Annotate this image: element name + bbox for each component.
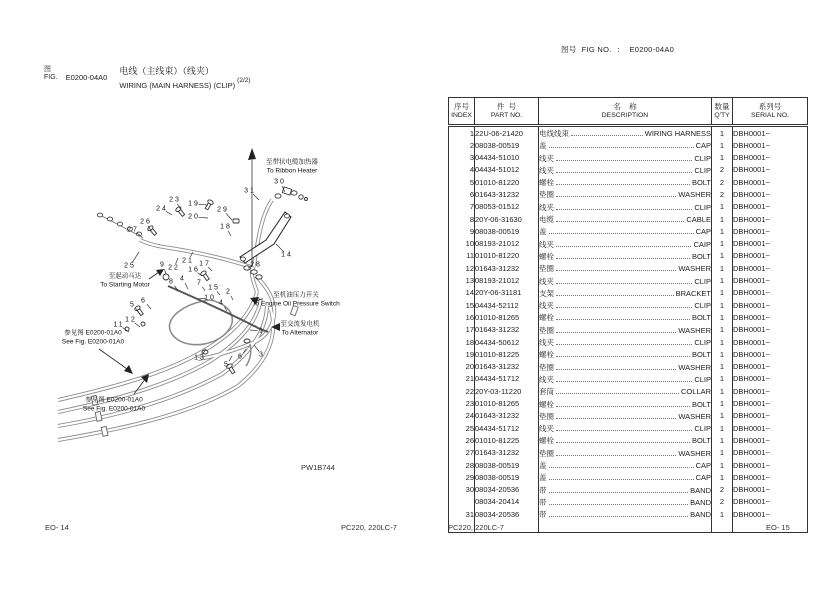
cell-qty: 1 bbox=[712, 287, 733, 299]
fig-label-zh: 图 bbox=[44, 66, 51, 73]
part-callout-number: 29 bbox=[217, 206, 229, 214]
figure-title-zh: 电线（主线束）（线夹） bbox=[119, 66, 214, 76]
table-row bbox=[449, 139, 808, 151]
cell-description: 套筒 COLLAR bbox=[539, 387, 711, 397]
col-part-no: 件 号 PART NO. bbox=[475, 98, 539, 126]
cell-description: 螺栓 BOLT bbox=[539, 251, 711, 261]
part-callout-number: 27 bbox=[127, 226, 139, 234]
table-row bbox=[449, 311, 808, 323]
part-callout-number: 4 bbox=[180, 275, 186, 283]
fig-no-colon: ： bbox=[616, 45, 625, 54]
cell-index: 20 bbox=[449, 361, 475, 373]
cell-index: 15 bbox=[449, 299, 475, 311]
cell-serial-no: DBH0001~ bbox=[733, 385, 808, 397]
cell-serial-no: DBH0001~ bbox=[733, 225, 808, 237]
cell-serial-no: DBH0001~ bbox=[733, 459, 808, 471]
table-row bbox=[449, 225, 808, 237]
cell-description: 线夹 CAIP bbox=[539, 239, 711, 249]
cell-qty: 1 bbox=[712, 299, 733, 311]
cell-part-no: 01643-31232 bbox=[475, 410, 539, 422]
cell-serial-no: DBH0001~ bbox=[733, 508, 808, 520]
table-row bbox=[449, 422, 808, 434]
cell-index: 9 bbox=[449, 225, 475, 237]
cell-index: 23 bbox=[449, 398, 475, 410]
cell-serial-no: DBH0001~ bbox=[733, 410, 808, 422]
cell-index: 27 bbox=[449, 447, 475, 459]
cell-part-no: 01643-31232 bbox=[475, 188, 539, 200]
part-callout-number: 4 bbox=[219, 299, 225, 307]
cell-serial-no: DBH0001~ bbox=[733, 336, 808, 348]
part-callout-number: 1 bbox=[259, 327, 265, 335]
diagram-destination-label: 参见图 E0200-01A0 See Fig. E0200-01A0 bbox=[82, 396, 146, 412]
table-row bbox=[449, 287, 808, 299]
cell-part-no: 08038-00519 bbox=[475, 225, 539, 237]
part-callout-number: 7 bbox=[197, 279, 203, 287]
cell-index: 7 bbox=[449, 201, 475, 213]
cell-serial-no: DBH0001~ bbox=[733, 188, 808, 200]
table-row bbox=[449, 336, 808, 348]
cell-description: 线夹 CLIP bbox=[539, 276, 711, 286]
part-callout-number: 15 bbox=[208, 284, 220, 292]
cell-part-no: 08038-00519 bbox=[475, 471, 539, 483]
cell-part-no: 20Y-06-31630 bbox=[475, 213, 539, 225]
cell-serial-no: DBH0001~ bbox=[733, 238, 808, 250]
cell-part-no: 01010-81220 bbox=[475, 176, 539, 188]
table-row bbox=[449, 385, 808, 397]
cell-part-no: 01010-81220 bbox=[475, 250, 539, 262]
cell-description: 螺栓 BOLT bbox=[539, 313, 711, 323]
part-callout-number: 22 bbox=[168, 264, 180, 272]
cell-qty: 1 bbox=[712, 422, 733, 434]
cell-qty: 2 bbox=[712, 188, 733, 200]
part-callout-number: 30 bbox=[274, 178, 286, 186]
table-row bbox=[449, 434, 808, 446]
part-callout-number: 20 bbox=[188, 213, 200, 221]
cell-serial-no: DBH0001~ bbox=[733, 398, 808, 410]
cell-serial-no: DBH0001~ bbox=[733, 213, 808, 225]
cell-description: 电缆 CABLE bbox=[539, 215, 711, 225]
cell-serial-no: DBH0001~ bbox=[733, 434, 808, 446]
cell-serial-no: DBH0001~ bbox=[733, 275, 808, 287]
cell-description: 盖 CAP bbox=[539, 141, 711, 151]
table-row bbox=[449, 275, 808, 287]
part-callout-number: 6 bbox=[238, 353, 244, 361]
cell-qty: 1 bbox=[712, 434, 733, 446]
table-row bbox=[449, 508, 808, 520]
part-callout-number: 16 bbox=[188, 266, 200, 274]
cell-description: 螺栓 BOLT bbox=[539, 436, 711, 446]
cell-part-no: 08053-01512 bbox=[475, 201, 539, 213]
cell-qty: 1 bbox=[712, 152, 733, 164]
cell-index: 22 bbox=[449, 385, 475, 397]
part-callout-number: 13 bbox=[194, 354, 206, 362]
table-row bbox=[449, 201, 808, 213]
cell-qty: 1 bbox=[712, 471, 733, 483]
table-header-row bbox=[449, 98, 808, 126]
table-row bbox=[449, 262, 808, 274]
cell-qty: 1 bbox=[712, 201, 733, 213]
cell-part-no: 04434-51012 bbox=[475, 164, 539, 176]
cell-serial-no: DBH0001~ bbox=[733, 152, 808, 164]
cell-qty: 1 bbox=[712, 126, 733, 140]
cell-serial-no: DBH0001~ bbox=[733, 361, 808, 373]
cell-description: 垫圈 WASHER bbox=[539, 362, 711, 372]
fig-no-label-en: FIG NO. bbox=[581, 45, 612, 54]
cell-description: 带 BAND bbox=[539, 497, 711, 507]
cell-qty: 1 bbox=[712, 262, 733, 274]
cell-index: 8 bbox=[449, 213, 475, 225]
cell-part-no: 04434-50612 bbox=[475, 336, 539, 348]
cell-qty: 1 bbox=[712, 385, 733, 397]
cell-description: 线夹 CLIP bbox=[539, 374, 711, 384]
cell-qty: 1 bbox=[712, 275, 733, 287]
part-callout-number: 10 bbox=[204, 294, 216, 302]
cell-part-no: 08034-20536 bbox=[475, 484, 539, 496]
cell-part-no: 04434-51010 bbox=[475, 152, 539, 164]
cell-qty: 1 bbox=[712, 373, 733, 385]
sheet-number: (2/2) bbox=[237, 77, 251, 84]
part-callout-number: 5 bbox=[130, 301, 136, 309]
cell-qty: 1 bbox=[712, 398, 733, 410]
cell-index: 6 bbox=[449, 188, 475, 200]
parts-table bbox=[448, 97, 808, 533]
cell-part-no: 08193-21012 bbox=[475, 275, 539, 287]
table-row bbox=[449, 250, 808, 262]
cell-qty: 1 bbox=[712, 213, 733, 225]
table-row bbox=[449, 213, 808, 225]
cell-qty: 1 bbox=[712, 459, 733, 471]
diagram-destination-label: 至交流发电机 To Alternator bbox=[280, 320, 320, 336]
cell-serial-no: DBH0001~ bbox=[733, 126, 808, 140]
cell-description: 支架 BRACKET bbox=[539, 288, 711, 298]
diagram-destination-label: 至起动马达 To Starting Motor bbox=[100, 272, 150, 288]
cell-part-no: 01643-31232 bbox=[475, 262, 539, 274]
cell-serial-no: DBH0001~ bbox=[733, 250, 808, 262]
cell-description: 线夹 CLIP bbox=[539, 165, 711, 175]
table-row bbox=[449, 188, 808, 200]
part-callout-number: 24 bbox=[156, 205, 168, 213]
cell-description: 螺栓 BOLT bbox=[539, 399, 711, 409]
cell-index: 24 bbox=[449, 410, 475, 422]
cell-index: 12 bbox=[449, 262, 475, 274]
part-callout-number: 28 bbox=[250, 261, 262, 269]
cell-description: 垫圈 WASHER bbox=[539, 190, 711, 200]
cell-serial-no: DBH0001~ bbox=[733, 176, 808, 188]
page-number-right: EO- 15 bbox=[766, 523, 790, 532]
table-row bbox=[449, 471, 808, 483]
part-callout-number: 9 bbox=[160, 261, 166, 269]
cell-description: 线夹 CLIP bbox=[539, 338, 711, 348]
col-serial-no: 系列号 SERIAL NO. bbox=[733, 98, 808, 126]
cell-index: 14 bbox=[449, 287, 475, 299]
cell-part-no: 04434-52112 bbox=[475, 299, 539, 311]
cell-description: 带 BAND bbox=[539, 485, 711, 495]
col-qty: 数量 Q'TY bbox=[712, 98, 733, 126]
part-callout-number: 21 bbox=[182, 257, 194, 265]
cell-serial-no: DBH0001~ bbox=[733, 201, 808, 213]
col-index: 序号 INDEX bbox=[449, 98, 475, 126]
cell-index: 4 bbox=[449, 164, 475, 176]
table-row bbox=[449, 447, 808, 459]
cell-qty: 1 bbox=[712, 336, 733, 348]
diagram-destination-label: 至机油压力开关 To Engine Oil Pressure Switch bbox=[252, 291, 340, 307]
cell-qty: 1 bbox=[712, 311, 733, 323]
cell-index: 17 bbox=[449, 324, 475, 336]
table-row bbox=[449, 176, 808, 188]
model-code-left: PC220, 220LC-7 bbox=[341, 523, 397, 532]
part-callout-number: 2 bbox=[226, 288, 232, 296]
cell-description: 垫圈 WASHER bbox=[539, 264, 711, 274]
cell-index: 25 bbox=[449, 422, 475, 434]
cell-index: 10 bbox=[449, 238, 475, 250]
table-row bbox=[449, 164, 808, 176]
cell-serial-no: DBH0001~ bbox=[733, 373, 808, 385]
cell-part-no: 01010-81225 bbox=[475, 434, 539, 446]
cell-serial-no: DBH0001~ bbox=[733, 287, 808, 299]
cell-serial-no: DBH0001~ bbox=[733, 447, 808, 459]
cell-description: 螺栓 BOLT bbox=[539, 178, 711, 188]
cell-index: 16 bbox=[449, 311, 475, 323]
table-row bbox=[449, 496, 808, 508]
cell-index: 28 bbox=[449, 459, 475, 471]
cell-qty: 1 bbox=[712, 250, 733, 262]
cell-serial-no: DBH0001~ bbox=[733, 471, 808, 483]
cell-part-no: 04434-51712 bbox=[475, 422, 539, 434]
cell-serial-no: DBH0001~ bbox=[733, 139, 808, 151]
cell-description: 盖 CAP bbox=[539, 473, 711, 483]
cell-description: 电线线束 WIRING HARNESS bbox=[539, 126, 712, 140]
fig-no-label-zh: 图号 bbox=[561, 45, 577, 54]
cell-description: 线夹 CLIP bbox=[539, 202, 711, 212]
cell-part-no: 01643-31232 bbox=[475, 361, 539, 373]
cell-serial-no: DBH0001~ bbox=[733, 348, 808, 360]
cell-description: 垫圈 WASHER bbox=[539, 325, 711, 335]
cell-part-no: 08038-00519 bbox=[475, 459, 539, 471]
figure-title-en: WIRING (MAIN HARNESS) (CLIP)(2/2) bbox=[119, 77, 251, 90]
cell-part-no: 04434-51712 bbox=[475, 373, 539, 385]
cell-qty: 1 bbox=[712, 225, 733, 237]
cell-description: 盖 CAP bbox=[539, 227, 711, 237]
cell-qty: 2 bbox=[712, 496, 733, 508]
cell-part-no: 08038-00519 bbox=[475, 139, 539, 151]
cell-description: 垫圈 WASHER bbox=[539, 448, 711, 458]
table-row bbox=[449, 484, 808, 496]
cell-qty: 1 bbox=[712, 139, 733, 151]
cell-index bbox=[449, 496, 475, 508]
cell-part-no: 01010-81225 bbox=[475, 348, 539, 360]
cell-index: 18 bbox=[449, 336, 475, 348]
model-code-right: PC220, 220LC-7 bbox=[448, 523, 504, 532]
cell-qty: 1 bbox=[712, 348, 733, 360]
part-callout-number: 14 bbox=[281, 251, 293, 259]
table-row bbox=[449, 348, 808, 360]
cell-part-no: 08193-21012 bbox=[475, 238, 539, 250]
drawing-code: PW1B744 bbox=[301, 463, 335, 472]
cell-description: 盖 CAP bbox=[539, 461, 711, 471]
fig-no-value: E0200-04A0 bbox=[629, 45, 675, 54]
cell-part-no: 22U-06-21420 bbox=[475, 126, 539, 140]
part-callout-number: 23 bbox=[169, 196, 181, 204]
cell-index: 3 bbox=[449, 152, 475, 164]
cell-qty: 1 bbox=[712, 361, 733, 373]
cell-qty: 1 bbox=[712, 324, 733, 336]
cell-part-no: 08034-20414 bbox=[475, 496, 539, 508]
cell-description: 线夹 CLIP bbox=[539, 424, 711, 434]
table-row bbox=[449, 324, 808, 336]
part-callout-number: 31 bbox=[244, 187, 256, 195]
cell-serial-no: DBH0001~ bbox=[733, 324, 808, 336]
cell-index: 21 bbox=[449, 373, 475, 385]
figure-number: E0200-04A0 bbox=[65, 73, 108, 82]
part-callout-number: 3 bbox=[259, 351, 265, 359]
table-row bbox=[449, 152, 808, 164]
diagram-destination-label: 至带状电缆加热器 To Ribbon Heater bbox=[266, 158, 318, 174]
table-row bbox=[449, 398, 808, 410]
cell-qty: 1 bbox=[712, 447, 733, 459]
table-row bbox=[449, 459, 808, 471]
cell-qty: 2 bbox=[712, 164, 733, 176]
cell-serial-no: DBH0001~ bbox=[733, 422, 808, 434]
cell-serial-no: DBH0001~ bbox=[733, 262, 808, 274]
parts-table-body bbox=[449, 126, 808, 533]
part-callout-number: 6 bbox=[141, 297, 147, 305]
cell-serial-no: DBH0001~ bbox=[733, 484, 808, 496]
cell-description: 螺栓 BOLT bbox=[539, 350, 711, 360]
part-callout-number: 11 bbox=[113, 321, 125, 329]
cell-index: 26 bbox=[449, 434, 475, 446]
part-callout-number: 18 bbox=[220, 223, 232, 231]
cell-description: 带 BAND bbox=[539, 510, 711, 520]
cell-qty: 1 bbox=[712, 410, 733, 422]
cell-serial-no: DBH0001~ bbox=[733, 299, 808, 311]
cell-part-no: 20Y-03-11220 bbox=[475, 385, 539, 397]
part-callout-number: 12 bbox=[125, 316, 137, 324]
cell-index: 11 bbox=[449, 250, 475, 262]
cell-description: 垫圈 WASHER bbox=[539, 411, 711, 421]
cell-index: 19 bbox=[449, 348, 475, 360]
page-number-left: EO- 14 bbox=[45, 523, 69, 532]
part-callout-number: 26 bbox=[140, 218, 152, 226]
col-description: 名 称 DESCRIPTION bbox=[539, 98, 712, 126]
cell-serial-no: DBH0001~ bbox=[733, 164, 808, 176]
cell-part-no: 01643-31232 bbox=[475, 447, 539, 459]
cell-index: 2 bbox=[449, 139, 475, 151]
table-row bbox=[449, 238, 808, 250]
cell-part-no: 08034-20536 bbox=[475, 508, 539, 520]
cell-part-no: 01010-81265 bbox=[475, 398, 539, 410]
table-row bbox=[449, 126, 808, 140]
table-row bbox=[449, 361, 808, 373]
diagram-destination-label: 参见图 E0200-01A0 See Fig. E0200-01A0 bbox=[61, 329, 125, 345]
cell-index: 31 bbox=[449, 508, 475, 520]
part-callout-number: 5 bbox=[224, 361, 230, 369]
table-row bbox=[449, 373, 808, 385]
cell-index: 13 bbox=[449, 275, 475, 287]
cell-part-no: 20Y-06-31181 bbox=[475, 287, 539, 299]
cell-qty: 2 bbox=[712, 484, 733, 496]
fig-label-en: FIG. bbox=[44, 74, 58, 81]
cell-qty: 1 bbox=[712, 508, 733, 520]
cell-serial-no: DBH0001~ bbox=[733, 311, 808, 323]
part-callout-number: 17 bbox=[199, 260, 211, 268]
cell-qty: 2 bbox=[712, 176, 733, 188]
cell-index: 5 bbox=[449, 176, 475, 188]
part-callout-number: 8 bbox=[169, 278, 175, 286]
cell-index: 29 bbox=[449, 471, 475, 483]
cell-index: 1 bbox=[449, 126, 475, 140]
cell-description: 线夹 CLIP bbox=[539, 153, 711, 163]
cell-index: 30 bbox=[449, 484, 475, 496]
table-row bbox=[449, 299, 808, 311]
part-callout-number: 19 bbox=[188, 200, 200, 208]
part-callout-number: 25 bbox=[124, 262, 136, 270]
cell-description: 线夹 CLIP bbox=[539, 301, 711, 311]
table-row bbox=[449, 410, 808, 422]
cell-serial-no: DBH0001~ bbox=[733, 496, 808, 508]
cell-qty: 1 bbox=[712, 238, 733, 250]
cell-part-no: 01643-31232 bbox=[475, 324, 539, 336]
cell-part-no: 01010-81265 bbox=[475, 311, 539, 323]
